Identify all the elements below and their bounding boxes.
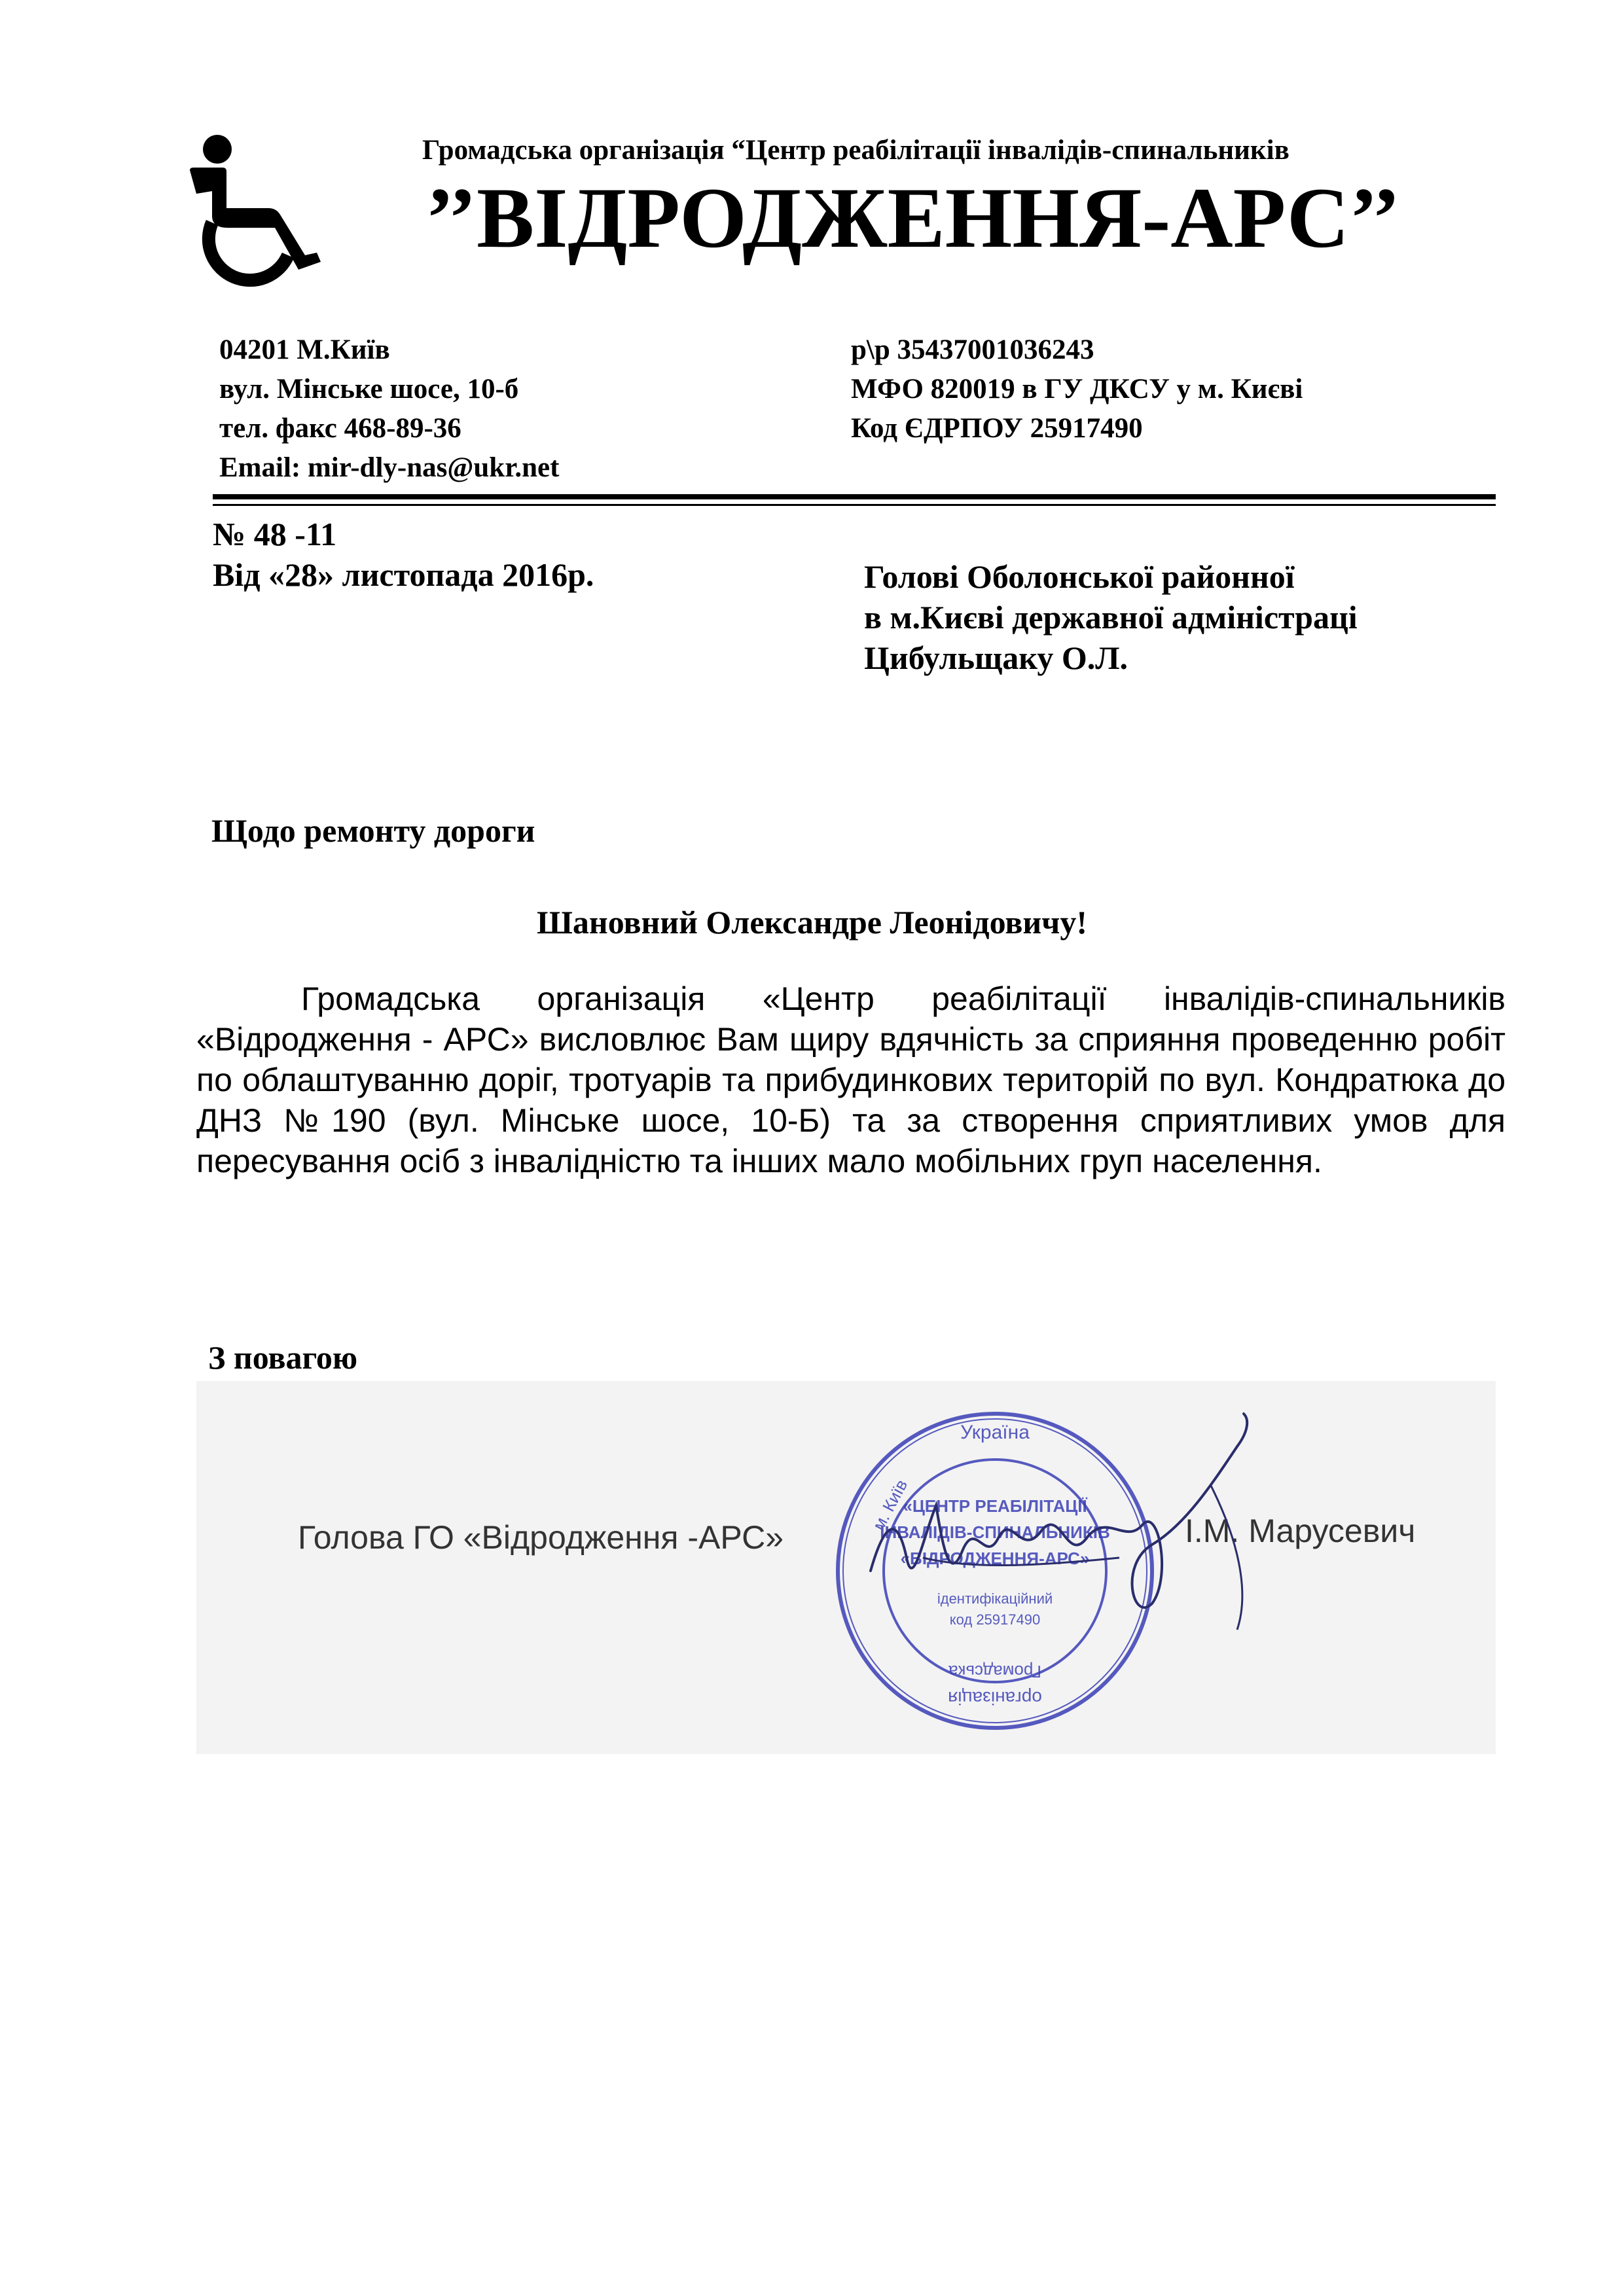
subject-line: Щодо ремонту дороги (211, 812, 535, 849)
bank-mfo: МФО 820019 в ГУ ДКСУ у м. Києві (851, 374, 1303, 404)
stamp-text-bottom-2: Громадська (948, 1662, 1041, 1681)
org-name: ’’ВІДРОДЖЕННЯ-АРС’’ (425, 170, 1401, 266)
stamp-text-line1: «ЦЕНТР РЕАБІЛІТАЦІЇ (903, 1496, 1087, 1516)
reference-block (213, 514, 594, 595)
header-divider (213, 494, 1496, 499)
addressee-block (864, 556, 1358, 678)
signer-name: І.М. Марусевич (1185, 1513, 1416, 1549)
signer-title: Голова ГО «Відродження -АРС» (298, 1519, 784, 1556)
phone-fax: тел. факс 468-89-36 (219, 413, 461, 444)
salutation: Шановний Олександре Леонідовичу! (536, 904, 1087, 941)
email: Email: mir-dly-nas@ukr.net (219, 452, 560, 483)
stamp-text-country: Україна (960, 1422, 1030, 1443)
stamp-text-line2: ІНВАЛІДІВ-СПИНАЛЬНИКІВ (880, 1522, 1110, 1542)
header-divider-thin (213, 504, 1496, 506)
addressee-line-2: в м.Києві державної адміністраці (864, 599, 1358, 636)
wheelchair-logo-icon (177, 131, 327, 301)
stamp-text-bottom: організація (948, 1688, 1042, 1708)
letter-body: Громадська організація «Центр реабілітації інвалідів-спинальників «Відродження - АРС» висловлює Вам щиру вдячність за сприяння проведенню робіт по облаштуванню доріг, тротуарів та прибудинкових територій по вул. Кондратюка до ДНЗ №190 (вул. Мінське шосе, 10-Б) та за створення сприятливих умов для пересування осіб з інвалідністю та інших мало мобільних груп населення. (196, 980, 1506, 1179)
addressee-line-3: Цибульщаку О.Л. (864, 639, 1128, 676)
stamp-text-line3: «ВІДРОДЖЕННЯ-АРС» (900, 1549, 1090, 1568)
bank-details-block (851, 331, 1303, 448)
letter-date: Від «28» листопада 2016р. (213, 556, 594, 593)
org-subtitle: Громадська організація “Центр реабілітації інвалідів-спинальників (422, 135, 1290, 166)
handwritten-signature-icon (844, 1407, 1290, 1643)
stamp-text-id: ідентифікаційний (937, 1590, 1053, 1607)
address-street: вул. Мінське шосе, 10-б (219, 374, 519, 404)
org-address-block (219, 331, 559, 488)
closing: З повагою (208, 1339, 358, 1376)
bank-account: р\р 35437001036243 (851, 334, 1094, 365)
edrpou-code: Код ЄДРПОУ 25917490 (851, 413, 1143, 444)
addressee-line-1: Голові Оболонської районної (864, 558, 1295, 595)
stamp-text-city: м. Київ (868, 1476, 912, 1534)
address-city: 04201 М.Київ (219, 334, 390, 365)
letter-number: № 48 -11 (213, 516, 337, 552)
stamp-text-code: код 25917490 (949, 1611, 1041, 1628)
